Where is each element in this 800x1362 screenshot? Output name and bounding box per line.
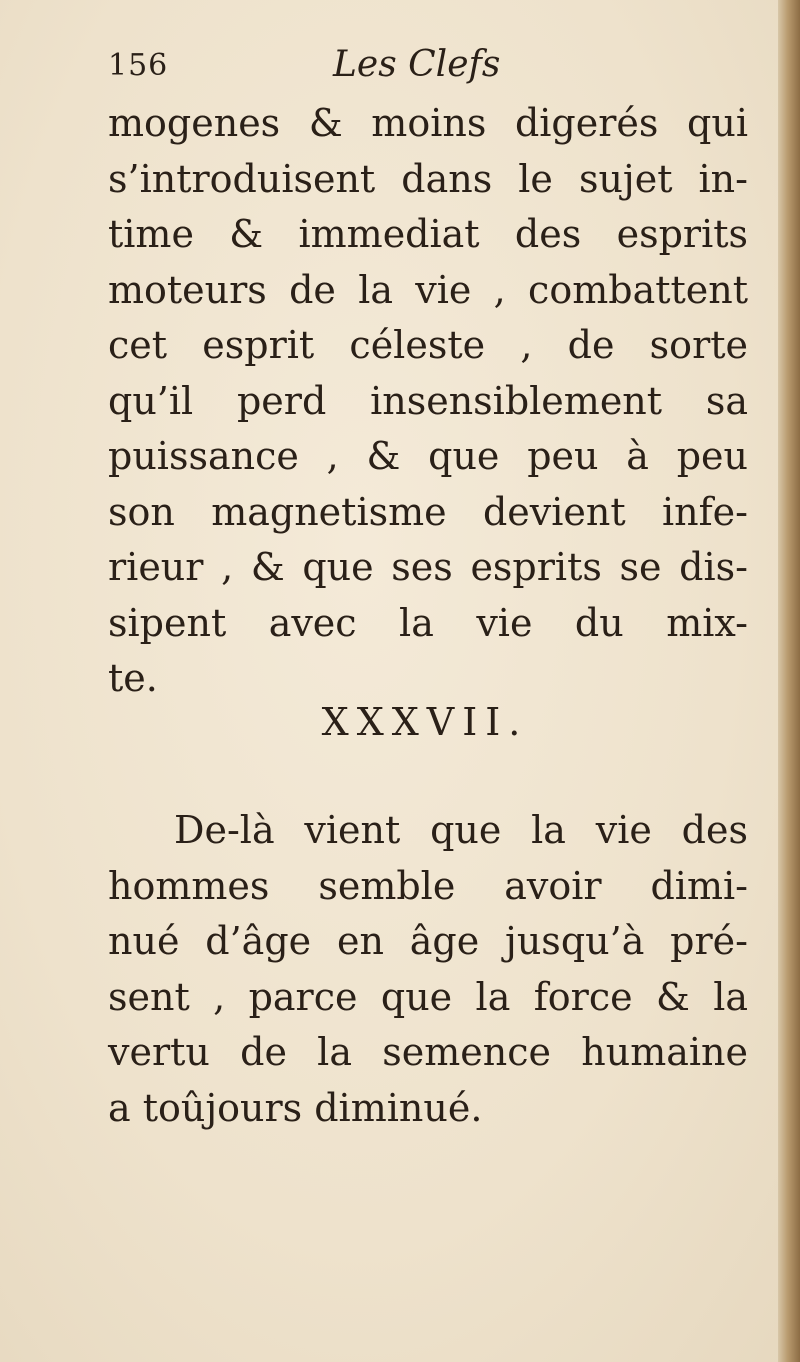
text-line: vertu de la semence humaine (108, 1030, 748, 1074)
page-number: 156 (108, 48, 169, 83)
text-line: puissance , & que peu à peu (108, 434, 748, 478)
running-title: Les Clefs (333, 44, 501, 85)
text-line: cet esprit céleste , de sorte (108, 323, 748, 367)
page-header (108, 38, 628, 98)
paragraph-2 (108, 803, 748, 1136)
text-line: mogenes & moins digerés qui (108, 101, 748, 145)
paragraph-1 (108, 96, 748, 707)
text-line: sent , parce que la force & la (108, 974, 748, 1019)
text-line: te. (108, 656, 158, 700)
text-line: son magnetisme devient infe- (108, 489, 748, 534)
text-line: qu’il perd insensiblement sa (108, 378, 748, 423)
page-edge (778, 0, 800, 1362)
text-line: sipent avec la vie du mix- (108, 600, 748, 645)
text-line: a toûjours diminué. (108, 1085, 483, 1130)
text-line: De-là vient que la vie des (174, 808, 748, 852)
text-line: nué d’âge en âge jusqu’à pré- (108, 919, 748, 963)
text-line: moteurs de la vie , combattent (108, 267, 748, 312)
text-line: rieur , & que ses esprits se dis- (108, 545, 748, 589)
text-line: hommes semble avoir dimi- (108, 863, 748, 908)
text-line: time & immediat des esprits (108, 212, 748, 256)
section-number: XXXVII. (321, 700, 529, 744)
text-line: s’introduisent dans le sujet in- (108, 156, 748, 201)
